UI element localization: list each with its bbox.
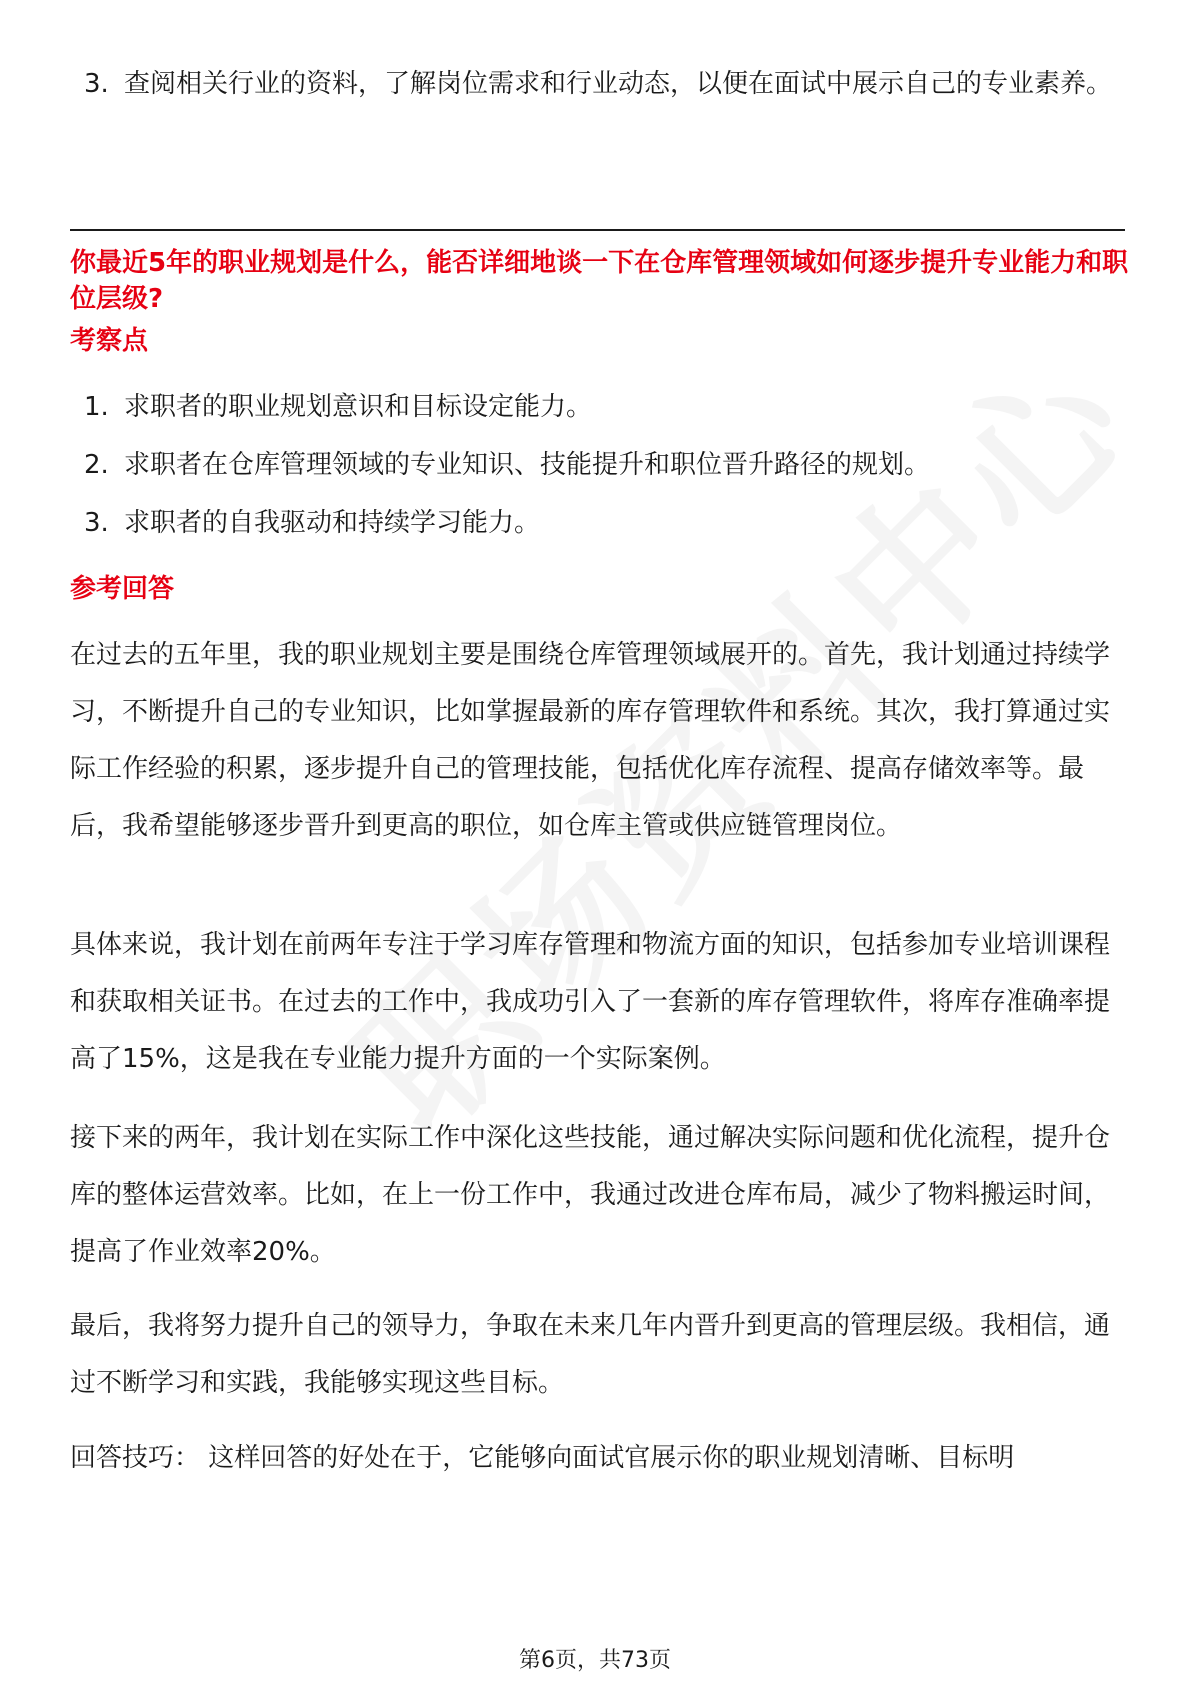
list-number: 3. — [84, 508, 109, 538]
question-heading: 你最近5年的职业规划是什么，能否详细地谈一下在仓库管理领域如何逐步提升专业能力和职位层级? — [70, 248, 1129, 314]
answer-tips-paragraph: 回答技巧： 这样回答的好处在于，它能够向面试官展示你的职业规划清晰、目标明 — [70, 1443, 1015, 1473]
page-footer: 第6页，共73页 — [519, 1648, 671, 1673]
check-points-list — [70, 378, 1130, 552]
top-list — [70, 55, 1130, 113]
list-number: 1. — [84, 392, 109, 422]
list-item — [70, 494, 1130, 552]
section-divider — [70, 229, 1125, 231]
answer-paragraph: 在过去的五年里，我的职业规划主要是围绕仓库管理领域展开的。首先，我计划通过持续学习，不断提升自己的专业知识，比如掌握最新的库存管理软件和系统。其次，我打算通过实际工作经验的积累，逐步提升自己的管理技能，包括优化库存流程、提高存储效率等。最后，我希望能够逐步晋升到更高的职位，如仓库主管或供应链管理岗位。 — [70, 640, 1111, 841]
list-item — [70, 55, 1130, 113]
list-text: 求职者的职业规划意识和目标设定能力。 — [124, 392, 593, 422]
answer-label: 参考回答 — [70, 574, 175, 604]
answer-paragraph: 最后，我将努力提升自己的领导力，争取在未来几年内晋升到更高的管理层级。我相信，通过不断学习和实践，我能够实现这些目标。 — [70, 1311, 1111, 1398]
check-points-label: 考察点 — [70, 326, 149, 356]
list-text: 求职者的自我驱动和持续学习能力。 — [124, 508, 541, 538]
list-item — [70, 378, 1130, 436]
list-item — [70, 436, 1130, 494]
answer-paragraph: 接下来的两年，我计划在实际工作中深化这些技能，通过解决实际问题和优化流程，提升仓库的整体运营效率。比如，在上一份工作中，我通过改进仓库布局，减少了物料搬运时间，提高了作业效率20%。 — [70, 1123, 1111, 1267]
answer-paragraph: 具体来说，我计划在前两年专注于学习库存管理和物流方面的知识，包括参加专业培训课程和获取相关证书。在过去的工作中，我成功引入了一套新的库存管理软件，将库存准确率提高了15%，这是我在专业能力提升方面的一个实际案例。 — [70, 930, 1111, 1074]
list-text: 求职者在仓库管理领域的专业知识、技能提升和职位晋升路径的规划。 — [124, 450, 931, 480]
list-text: 查阅相关行业的资料，了解岗位需求和行业动态，以便在面试中展示自己的专业素养。 — [124, 69, 1113, 99]
list-number: 3. — [84, 69, 109, 99]
list-number: 2. — [84, 450, 109, 480]
